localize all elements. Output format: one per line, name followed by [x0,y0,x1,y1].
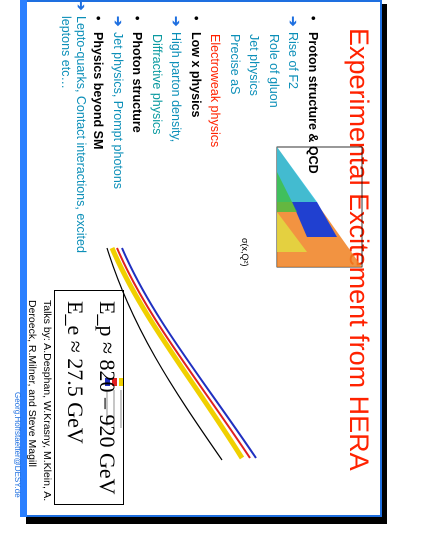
bullet-dot-icon: • [189,16,203,21]
bullet-dot-icon: • [306,16,320,21]
plot-label: σ(x,Q²) [240,238,250,267]
curve-blue [122,248,256,458]
arrow-right-icon: ➔ [169,16,184,27]
bullet-item: Jet physics [247,34,262,96]
bullet-item: ➔Jet physics, Prompt photons [108,16,128,266]
talks-credit: Talks by: A.Desphan, W.Krasny, M.Klein, A. Deroeck, R.Milner, and Steve Magill [26,300,53,502]
bullet-item: Electroweak physics [208,34,223,148]
kinematic-region-plot [272,142,367,272]
arrow-right-icon: ➔ [74,0,88,11]
bullet-item: ➔High parton density, [166,16,186,266]
arrow-right-icon: ➔ [286,16,301,27]
sigma-curve-plot [102,228,262,468]
author-email: Georg.Hoffstaetter@DESY.de [13,392,22,498]
electron-energy: E_e ≈ 27.5 GeV [63,301,88,444]
slide-title: Experimental Excitement from HERA [344,28,374,471]
bullet-item: Diffractive physics [150,34,164,135]
bullet-item: •Photon structure [127,16,147,266]
bullet-dot-icon: • [130,16,145,21]
bullet-item: Role of gluon [267,34,281,108]
bullet-item: ➔Lepto-quarks, Contact interactions, excited leptons etc… [59,0,88,253]
bullet-item: Precise aS [228,34,242,95]
bullet-item: •Physics beyond SM [88,16,108,266]
slide-content [13,0,382,517]
beam-energy-box [54,290,124,505]
proton-energy: E_p ≈ 820 – 920 GeV [95,301,120,495]
bullet-item: •Proton structure & QCD [303,16,323,266]
bullet-dot-icon: • [91,16,106,21]
arrow-right-icon: ➔ [111,16,125,27]
bullet-item: •Low x physics [186,16,206,266]
curve-black [107,248,222,460]
bullet-item: ➔Rise of F2 [283,16,303,266]
